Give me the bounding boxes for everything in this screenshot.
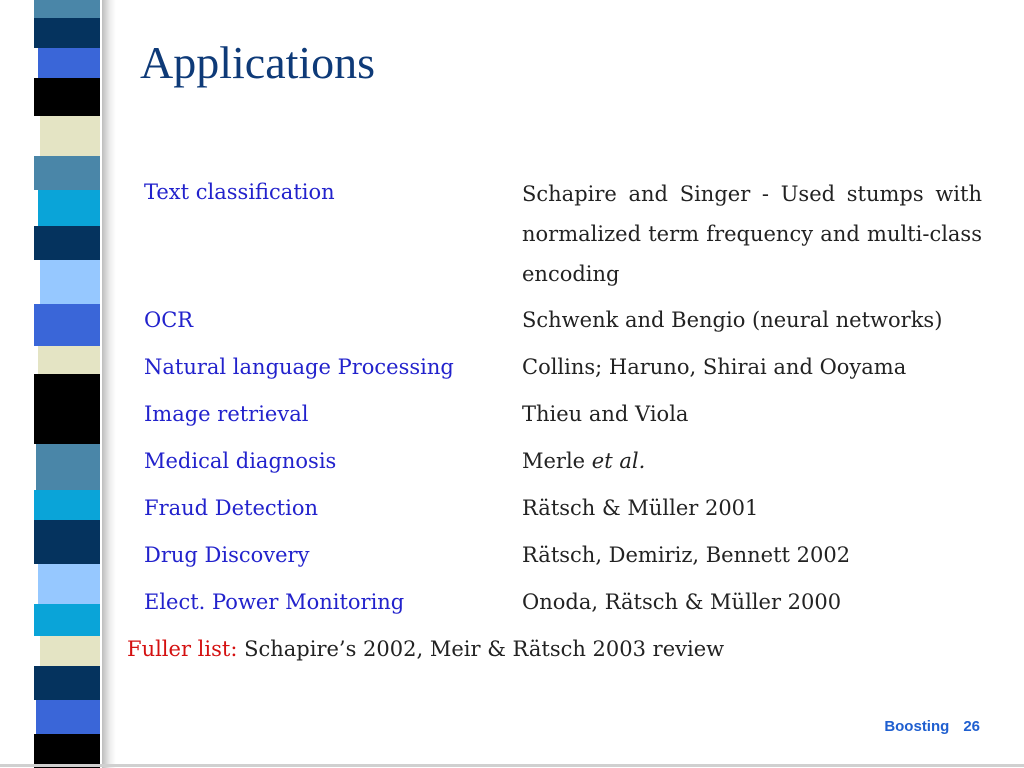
decorative-stripe: [34, 0, 100, 768]
fuller-list-label: Fuller list:: [127, 637, 238, 661]
application-reference: Rätsch & Müller 2001: [522, 496, 759, 520]
stripe-segment: [34, 520, 100, 564]
application-reference: Onoda, Rätsch & Müller 2000: [522, 590, 842, 614]
stripe-segment: [34, 604, 100, 636]
footer-title: Boosting: [884, 718, 950, 735]
application-name: OCR: [144, 308, 194, 332]
application-name: Drug Discovery: [144, 543, 310, 567]
application-name: Natural language Processing: [144, 355, 454, 379]
stripe-segment: [34, 304, 100, 346]
stripe-segment: [36, 444, 100, 490]
application-name: Image retrieval: [144, 402, 309, 426]
stripe-segment: [34, 666, 100, 700]
application-reference: Schapire and Singer - Used stumps with normalized term frequency and multi-class encoding: [522, 182, 982, 286]
page-number: 26: [963, 718, 980, 735]
application-name: Elect. Power Monitoring: [144, 590, 405, 614]
stripe-segment: [34, 156, 100, 190]
application-name: Fraud Detection: [144, 496, 318, 520]
stripe-segment: [36, 700, 100, 734]
reference-et-al: et al.: [591, 449, 646, 473]
application-name: Medical diagnosis: [144, 449, 337, 473]
stripe-segment: [34, 18, 100, 48]
application-reference: Collins; Haruno, Shirai and Ooyama: [522, 355, 907, 379]
stripe-segment: [38, 564, 100, 604]
stripe-segment: [40, 260, 100, 304]
stripe-segment: [34, 0, 100, 18]
application-name: Text classification: [144, 180, 335, 204]
fuller-list-note: [127, 637, 724, 661]
stripe-segment: [34, 490, 100, 520]
stripe-segment: [38, 346, 100, 374]
page-title: Applications: [140, 37, 376, 88]
stripe-segment: [38, 190, 100, 226]
stripe-segment: [34, 734, 100, 768]
stripe-shadow: [102, 0, 116, 768]
stripe-segment: [34, 78, 100, 116]
stripe-segment: [38, 48, 100, 78]
stripe-segment: [40, 636, 100, 666]
stripe-segment: [34, 374, 100, 444]
stripe-segment: [34, 226, 100, 260]
application-reference: [522, 449, 982, 473]
application-reference: Rätsch, Demiriz, Bennett 2002: [522, 543, 851, 567]
fuller-list-text: Schapire’s 2002, Meir & Rätsch 2003 review: [244, 637, 725, 661]
application-reference: Schwenk and Bengio (neural networks): [522, 308, 943, 332]
reference-authors: Merle: [522, 449, 592, 473]
stripe-segment: [40, 116, 100, 156]
bottom-divider: [0, 764, 1024, 767]
application-reference: Thieu and Viola: [522, 402, 689, 426]
slide-footer: [884, 718, 980, 735]
